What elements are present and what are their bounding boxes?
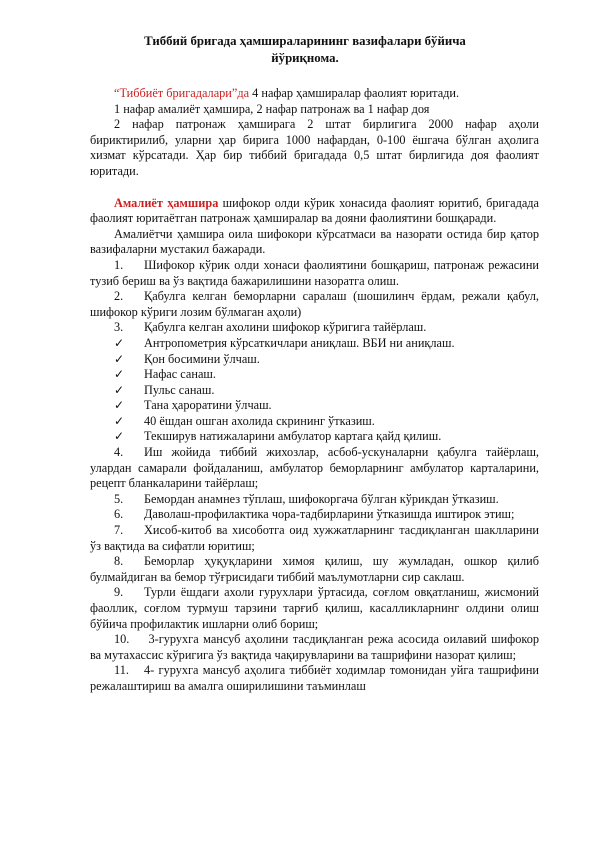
check-item: [90, 336, 539, 352]
duty-item: [90, 320, 539, 336]
check-text: Қон босимини ўлчаш.: [144, 351, 260, 366]
check-text: Тана ҳароратини ўлчаш.: [144, 398, 272, 413]
duty-text: Хисоб-китоб ва хисоботга оид хужжатларнинг тасдиқланган шаклларини ўз вақтида ва сифатли юритиш;: [90, 523, 539, 553]
check-text: Антропометрия кўрсаткичлари аниқлаш. ВБИ ни аниқлаш.: [144, 335, 455, 350]
section-gap: [90, 180, 539, 196]
nurse-paragraph-2: Амалиётчи ҳамшира оила шифокори кўрсатмаси ва назорати остида бир қатор вазифаларни мустакил бажаради.: [90, 226, 539, 257]
intro-paragraph-1: [90, 86, 539, 102]
check-item: [90, 414, 539, 430]
duty-number: 2.: [114, 289, 124, 304]
check-item: [90, 367, 539, 383]
duty-number: 11.: [114, 663, 129, 678]
duty-text: Бемордан анамнез тўплаш, шифокоргача бўлган кўрикдан ўтказиш.: [144, 491, 499, 506]
duty-item: [90, 445, 539, 492]
check-text: 40 ёшдан ошган ахолида скрининг ўтказиш.: [144, 413, 375, 428]
duty-number: 4.: [114, 445, 124, 460]
check-icon: ✓: [114, 335, 125, 350]
duty-text: Иш жойида тиббий жихозлар, асбоб-ускуналарни қабулга тайёрлаш, улардан самарали фойдаланиш, амбулатор беморларнинг амбулатор карталарини, рецепт бланкаларини тайёрлаш;: [90, 445, 539, 491]
title-line-2: йўриқнома.: [271, 51, 339, 65]
duty-item: [90, 507, 539, 523]
check-icon: ✓: [114, 429, 125, 444]
check-icon: ✓: [114, 351, 125, 366]
check-item: [90, 429, 539, 445]
nurse-paragraph-1: [90, 196, 539, 227]
duty-text: Қабулга келган ахолини шифокор кўригига тайёрлаш.: [144, 320, 427, 335]
duty-number: 6.: [114, 507, 124, 522]
title-line-1: Тиббий бригада ҳамшираларининг вазифалари бўйича: [144, 34, 466, 48]
check-icon: ✓: [114, 382, 125, 397]
duty-text: Шифокор кўрик олди хонаси фаолиятини бошқариш, патронаж режасини тузиб бериш ва ўз вақтида бажарилишини назоратга олиш.: [90, 257, 539, 288]
intro-paragraph-2: 1 нафар амалиёт ҳамшира, 2 нафар патронаж ва 1 нафар доя: [114, 101, 430, 116]
duty-item: [90, 554, 539, 585]
duty-number: 10.: [114, 632, 130, 647]
check-text: Пульс санаш.: [144, 382, 215, 397]
duty-number: 9.: [114, 585, 124, 600]
check-item: [90, 398, 539, 414]
duty-item: [90, 492, 539, 508]
duty-text: Қабулга келган беморларни саралаш (шошилинч ёрдам, режали қабул, шифокор кўриги лозим бўлмаган аҳоли): [90, 289, 539, 319]
duty-number: 3.: [114, 320, 124, 335]
nurse-heading: Амалиёт ҳамшира: [114, 195, 219, 210]
document-title: [70, 33, 540, 67]
check-item: [90, 352, 539, 368]
duty-text: 3-гурухга мансуб аҳолини тасдиқланган режа асосида оилавий шифокор ва мутахассис кўригига ўз вақтида чақирувларини ва ташрифини назорат қилиш;: [90, 632, 539, 662]
check-text: Нафас санаш.: [144, 367, 216, 382]
check-item: [90, 383, 539, 399]
brigades-term: “Тиббиёт бригадалари”да: [114, 86, 250, 100]
duty-text: Беморлар ҳуқуқларини химоя қилиш, шу жумладан, ошкор қилиб булмайдиган ва бемор тўғрисидаги тиббий маълумотларни сир саклаш.: [90, 554, 539, 584]
intro-paragraph-3: 2 нафар патронаж ҳамширага 2 штат бирлигига 2000 нафар аҳоли бириктирилиб, уларни ҳар бирига 1000 нафардан, 0-100 ёшгача бўлган аҳолига хизмат кўрсатади. Ҳар бир тиббий бригадада 0,5 штат бирлигида доя фаолият юритади.: [90, 117, 539, 178]
nurse-paragraph-1-rest: шифокор олди кўрик хонасида фаолият юритиб, бригадада фаолият юритаётган патронаж ҳамширалар ва дояни фаолиятини бошқаради.: [90, 195, 540, 226]
duty-item: [90, 289, 539, 320]
check-text: Текширув натижаларини амбулатор картага қайд қилиш.: [144, 429, 442, 444]
intro-paragraph-1-rest: 4 нафар ҳамширалар фаолият юритади.: [249, 86, 460, 100]
duty-text: Даволаш-профилактика чора-тадбирларини ўтказишда иштирок этиш;: [144, 507, 515, 522]
duty-text: Турли ёшдаги ахоли гурухлари ўртасида, соғлом овқатланиш, жисмоний фаоллик, соғлом турмуш тарзини тарғиб қилиш, касалликларнинг олдини олиш бўйича профилактик ишларни олиб бориш;: [90, 585, 539, 631]
duty-number: 8.: [114, 554, 124, 569]
document-body: [90, 86, 539, 695]
duty-number: 5.: [114, 491, 124, 506]
duty-number: 1.: [114, 257, 124, 272]
check-icon: ✓: [114, 398, 125, 413]
duty-item: [90, 523, 539, 554]
check-icon: ✓: [114, 367, 125, 382]
duty-text: 4- гурухга мансуб аҳолига тиббиёт ходимлар томонидан уйга ташрифини режалаштириш ва амалга оширилишини таъминлаш: [90, 663, 539, 693]
duty-item: [90, 585, 539, 632]
check-icon: ✓: [114, 413, 125, 428]
duty-item: [90, 663, 539, 694]
duty-item: [90, 258, 539, 289]
duty-item: [90, 632, 539, 663]
duty-number: 7.: [114, 523, 124, 538]
